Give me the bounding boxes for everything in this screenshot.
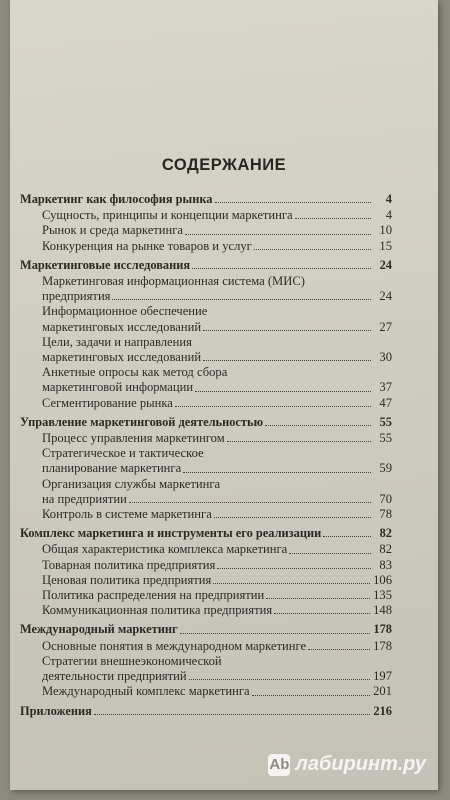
toc-entry [20,684,392,699]
page-number: 37 [379,380,392,395]
toc-section-heading [20,526,392,541]
toc-entry-line: Стратегии внешнеэкономической [42,653,222,668]
toc-entry [20,396,392,411]
entry-title: маркетинговых исследований [42,350,202,365]
toc-entry-line: Анкетные опросы как метод сбора [42,365,228,380]
section-title: Приложения [20,703,92,718]
entry-title: Основные понятия в международном маркетинге [42,638,307,653]
labirint-logo-icon: Ab [268,754,290,776]
dot-leader [227,441,371,442]
page-number: 59 [379,461,392,476]
dot-leader [214,517,371,518]
dot-leader [129,502,371,503]
page-number: 78 [379,507,392,522]
watermark-logo [268,753,426,776]
page-number: 30 [379,350,392,365]
page-number: 216 [373,703,392,718]
page-number: 82 [379,542,392,557]
dot-leader [192,268,371,269]
toc-section-heading [20,192,392,207]
toc-entry [20,289,392,304]
toc-entry [20,208,392,223]
page-number: 70 [379,491,392,506]
toc-section [20,415,392,522]
section-title: Комплекс маркетинга и инструменты его реализации [20,526,322,541]
page-number: 4 [385,208,392,223]
entry-title: Рынок и среда маркетинга [42,223,184,238]
page-number: 55 [379,414,392,429]
toc-entry [20,239,392,254]
toc-entry [20,507,392,522]
entry-title: Сущность, принципы и концепции маркетинга [42,208,293,223]
toc-entry-line: Организация службы маркетинга [42,476,221,491]
dot-leader [274,613,370,614]
dot-leader [203,360,371,361]
toc-section-heading [20,622,392,637]
page-number: 10 [379,223,392,238]
page-number: 197 [373,669,392,684]
toc-entry [20,542,392,557]
dot-leader [289,553,371,554]
toc-entry [20,492,392,507]
dot-leader [203,330,371,331]
page-number: 27 [379,319,392,334]
toc-entry [20,603,392,618]
dot-leader [295,218,371,219]
entry-title: Товарная политика предприятия [42,557,216,572]
dot-leader [180,633,371,634]
toc-section [20,704,392,719]
toc-section-heading [20,704,392,719]
toc-section [20,526,392,618]
toc-entry [20,431,392,446]
entry-title: Сегментирование рынка [42,395,173,410]
toc-entry [20,558,392,573]
toc-entry [20,669,392,684]
dot-leader [189,679,370,680]
page-number: 24 [379,257,392,272]
dot-leader [217,568,371,569]
dot-leader [308,649,370,650]
page-number: 106 [373,572,392,587]
section-title: Международный маркетинг [20,622,178,637]
dot-leader [213,583,370,584]
entry-title: Конкуренция на рынке товаров и услуг [42,238,252,253]
entry-title: Ценовая политика предприятия [42,572,212,587]
entry-title: Процесс управления маркетингом [42,431,225,446]
toc-section-heading [20,415,392,430]
entry-title: предприятия [42,289,111,304]
entry-title: Международный комплекс маркетинга [42,684,250,699]
page-number: 47 [379,395,392,410]
dot-leader [265,425,371,426]
dot-leader [215,202,371,203]
toc-entry [20,573,392,588]
page-number: 135 [373,588,392,603]
toc-section [20,622,392,699]
toc-entry [20,639,392,654]
dot-leader [175,406,371,407]
entry-title: Общая характеристика комплекса маркетинга [42,542,288,557]
page-number: 201 [373,684,392,699]
toc-section [20,192,392,254]
toc-entry [20,461,392,476]
page-number: 178 [373,638,392,653]
entry-title: Контроль в системе маркетинга [42,507,212,522]
toc-entry [20,350,392,365]
entry-title: Коммуникационная политика предприятия [42,603,273,618]
toc-entry-line: Маркетинговая информационная система (МИС) [42,274,305,289]
entry-title: Политика распределения на предприятии [42,588,265,603]
page-number: 15 [379,238,392,253]
entry-title: планирование маркетинга [42,461,182,476]
dot-leader [254,249,371,250]
dot-leader [323,536,371,537]
entry-title: деятельности предприятий [42,669,187,684]
dot-leader [183,472,371,473]
dot-leader [195,391,371,392]
section-title: Маркетинговые исследования [20,257,191,272]
page-number: 178 [373,622,392,637]
dot-leader [185,234,371,235]
dot-leader [252,695,370,696]
dot-leader [94,714,371,715]
table-of-contents [20,192,392,723]
toc-section [20,258,392,411]
book-page [10,0,438,790]
dot-leader [112,299,371,300]
toc-entry [20,380,392,395]
toc-entry-line: Стратегическое и тактическое [42,446,204,461]
page-title: СОДЕРЖАНИЕ [161,156,287,174]
entry-title: на предприятии [42,491,127,506]
page-number: 82 [379,526,392,541]
toc-entry [20,320,392,335]
section-title: Управление маркетинговой деятельностью [20,414,264,429]
entry-title: маркетинговых исследований [42,319,202,334]
entry-title: маркетинговой информации [42,380,194,395]
toc-entry-line: Цели, задачи и направления [42,334,192,349]
toc-entry [20,223,392,238]
toc-entry-line: Информационное обеспечение [42,304,208,319]
page-number: 83 [379,557,392,572]
page-number: 24 [379,289,392,304]
page-number: 55 [379,431,392,446]
dot-leader [266,598,370,599]
page-number: 148 [373,603,392,618]
page-number: 4 [385,192,392,206]
toc-entry [20,588,392,603]
section-title: Маркетинг как философия рынка [20,192,213,206]
toc-section-heading [20,258,392,273]
watermark-text: лабиринт.ру [295,753,426,775]
